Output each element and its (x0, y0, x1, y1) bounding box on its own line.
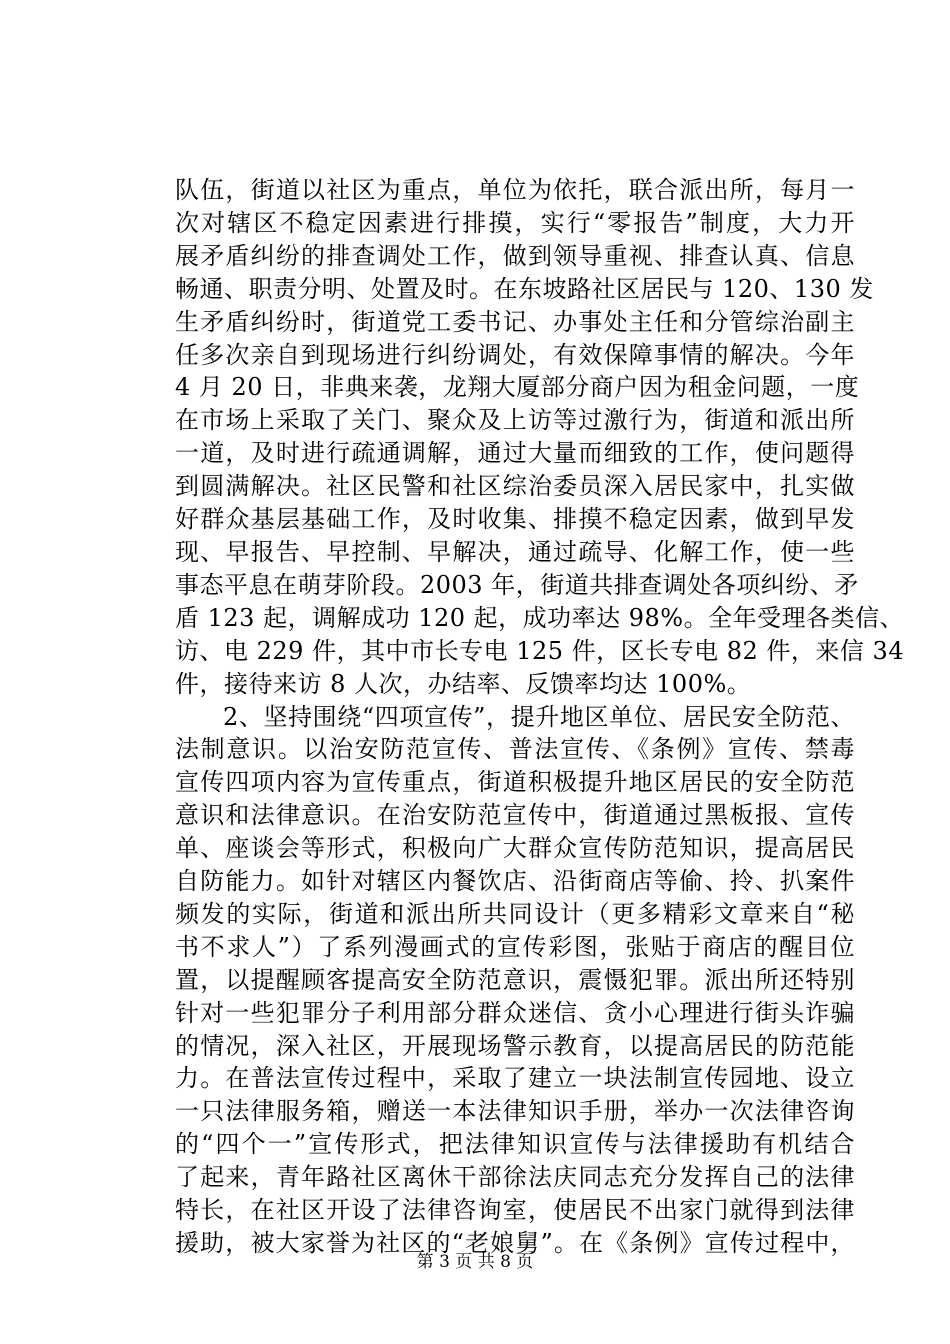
text-line: 畅通、职责分明、处置及时。在东坡路社区居民与 120、130 发 (175, 274, 874, 303)
text-line: 访、电 229 件，其中市长专电 125 件，区长专电 82 件，来信 34 (175, 636, 905, 665)
body-text (175, 174, 905, 1260)
text-line: 2、坚持围绕“四项宣传”，提升地区单位、居民安全防范、 (223, 702, 855, 731)
page-footer: 第 3 页 共 8 页 (416, 1252, 534, 1272)
text-line: 件，接待来访 8 人次，办结率、反馈率均达 100%。 (175, 669, 752, 698)
text-line: 任多次亲自到现场进行纠纷调处，有效保障事情的解决。今年 (175, 340, 855, 369)
text-line: 在市场上采取了关门、聚众及上访等过激行为，街道和派出所 (175, 406, 855, 435)
text-line: 好群众基层基础工作，及时收集、排摸不稳定因素，做到早发 (175, 505, 855, 534)
text-line: 宣传四项内容为宣传重点，街道积极提升地区居民的安全防范 (175, 768, 855, 797)
text-line: 书不求人”）了系列漫画式的宣传彩图，张贴于商店的醒目位 (175, 932, 855, 961)
text-line: 针对一些犯罪分子利用部分群众迷信、贪小心理进行街头诈骗 (175, 998, 855, 1027)
text-line: 一道，及时进行疏通调解，通过大量而细致的工作，使问题得 (175, 439, 855, 468)
text-line: 事态平息在萌芽阶段。2003 年，街道共排查调处各项纠纷、矛 (175, 570, 859, 599)
text-line: 的“四个一”宣传形式，把法律知识宣传与法律援助有机结合 (175, 1130, 855, 1159)
text-line: 法制意识。以治安防范宣传、普法宣传、《条例》宣传、禁毒 (175, 735, 855, 764)
text-line: 的情况，深入社区，开展现场警示教育，以提高居民的防范能 (175, 1031, 855, 1060)
text-line: 力。在普法宣传过程中，采取了建立一块法制宣传园地、设立 (175, 1064, 855, 1093)
text-line: 次对辖区不稳定因素进行排摸，实行“零报告”制度，大力开 (175, 208, 855, 237)
text-line: 频发的实际，街道和派出所共同设计（更多精彩文章来自“秘 (175, 899, 855, 928)
text-line: 特长，在社区开设了法律咨询室，使居民不出家门就得到法律 (175, 1196, 855, 1225)
text-line: 4 月 20 日，非典来袭，龙翔大厦部分商户因为租金问题，一度 (175, 373, 860, 402)
text-line: 自防能力。如针对辖区内餐饮店、沿街商店等偷、拎、扒案件 (175, 867, 855, 896)
text-line: 展矛盾纠纷的排查调处工作，做到领导重视、排查认真、信息 (175, 241, 855, 270)
text-line: 到圆满解决。社区民警和社区综治委员深入居民家中，扎实做 (175, 472, 855, 501)
text-line: 队伍，街道以社区为重点，单位为依托，联合派出所，每月一 (175, 176, 855, 204)
text-line: 生矛盾纠纷时，街道党工委书记、办事处主任和分管综治副主 (175, 307, 855, 336)
text-line: 盾 123 起，调解成功 120 起，成功率达 98%。全年受理各类信、 (175, 603, 905, 632)
text-line: 单、座谈会等形式，积极向广大群众宣传防范知识，提高居民 (175, 834, 855, 863)
text-line: 了起来，青年路社区离休干部徐法庆同志充分发挥自己的法律 (175, 1163, 855, 1192)
text-line: 援助，被大家誉为社区的“老娘舅”。在《条例》宣传过程中， (175, 1229, 855, 1257)
text-line: 现、早报告、早控制、早解决，通过疏导、化解工作，使一些 (175, 537, 855, 566)
text-line: 置，以提醒顾客提高安全防范意识，震慑犯罪。派出所还特别 (175, 965, 855, 994)
text-line: 意识和法律意识。在治安防范宣传中，街道通过黑板报、宣传 (175, 801, 855, 830)
text-line: 一只法律服务箱，赠送一本法律知识手册，举办一次法律咨询 (175, 1097, 855, 1126)
